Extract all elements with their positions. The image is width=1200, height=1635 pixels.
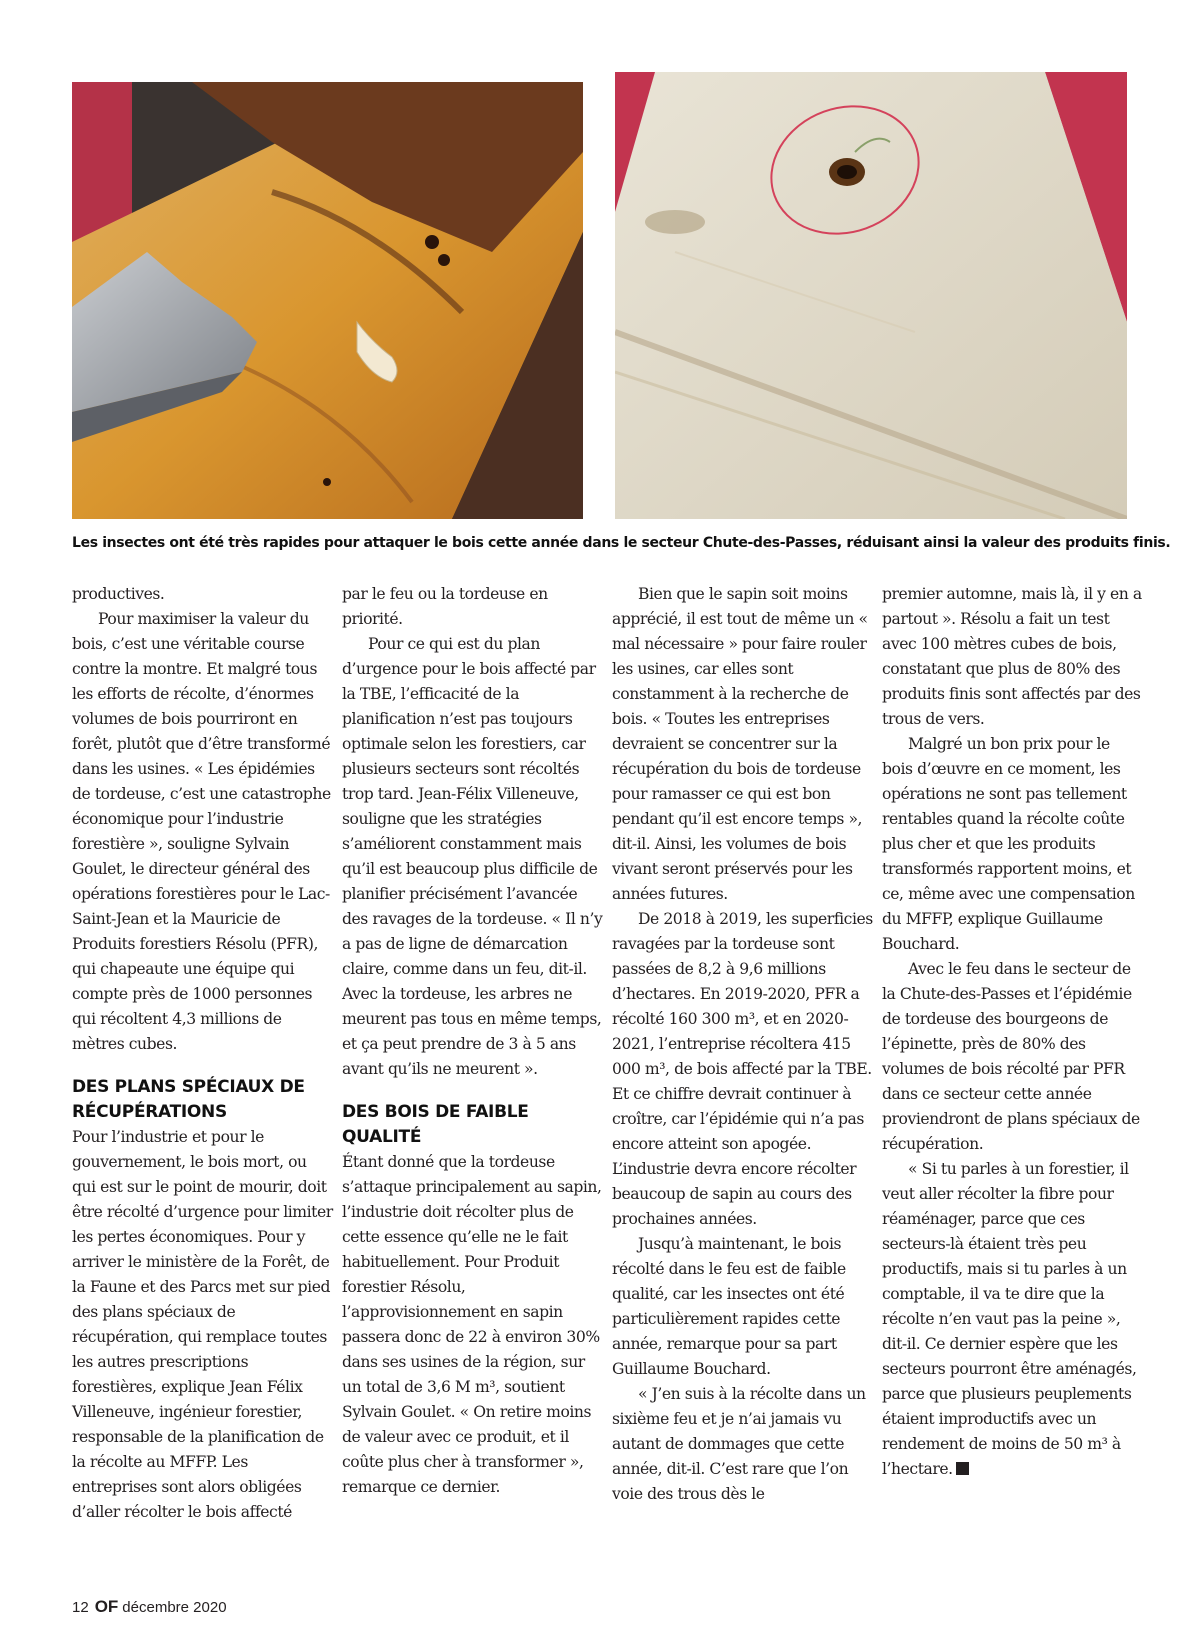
- photo-log-larva: [72, 82, 583, 519]
- paragraph: productives.: [72, 585, 165, 603]
- page-number: 12: [72, 1599, 89, 1616]
- paragraph: De 2018 à 2019, les superficies ravagées par la tordeuse sont passées de 8,2 à 9,6 millions d’hectares. En 2019-2020, PFR a récolté 160 300 m³, et en 2020-2021, l’entreprise récoltera 415 000 m³, de bois affecté par la TBE. Et ce chiffre devrait continuer à croître, car l’épidémie qui n’a pas encore atteint son apogée. L’industrie devra encore récolter beaucoup de sapin au cours des prochaines années.: [612, 910, 873, 1228]
- paragraph: premier automne, mais là, il y en a partout ». Résolu a fait un test avec 100 mètres cubes de bois, constatant que plus de 80% des produits finis sont affectés par des trous de vers.: [882, 585, 1142, 728]
- section-heading: DES BOIS DE FAIBLE QUALITÉ: [342, 1102, 529, 1147]
- issue-date: décembre 2020: [122, 1599, 227, 1616]
- photo-lumber-wormhole: [615, 72, 1127, 519]
- paragraph: « J’en suis à la récolte dans un sixième feu et je n’ai jamais vu autant de dommages que cette année, dit-il. C’est rare que l’on voie des trous dès le: [612, 1385, 866, 1503]
- section-heading: DES PLANS SPÉCIAUX DE RÉCUPÉRATIONS: [72, 1077, 305, 1122]
- paragraph: Pour l’industrie et pour le gouvernement, le bois mort, ou qui est sur le point de mourir, doit être récolté d’urgence pour limiter les pertes économiques. Pour y arriver le ministère de la Forêt, de la Faune et des Parcs met sur pied des plans spéciaux de récupération, qui remplace toutes les autres prescriptions forestières, explique Jean Félix Villeneuve, ingénieur forestier, responsable de la planification de la récolte au MFFP. Les entreprises sont alors obligées d’aller récolter le bois affecté: [72, 1128, 333, 1521]
- article-column-4: [882, 582, 1144, 1482]
- article-column-1: [72, 582, 334, 1525]
- paragraph: Étant donné que la tordeuse s’attaque principalement au sapin, l’industrie doit récolter plus de cette essence qu’elle ne le fait habituellement. Pour Produit forestier Résolu, l’approvisionnement en sapin passera donc de 22 à environ 30% dans ses usines de la région, sur un total de 3,6 M m³, soutient Sylvain Goulet. « On retire moins de valeur avec ce produit, et il coûte plus cher à transformer », remarque ce dernier.: [342, 1153, 602, 1496]
- paragraph: Avec le feu dans le secteur de la Chute-des-Passes et l’épidémie de tordeuse des bourgeons de l’épinette, près de 80% des volumes de bois récolté par PFR dans ce secteur cette année proviendront de plans spéciaux de récupération.: [882, 960, 1140, 1153]
- paragraph: Malgré un bon prix pour le bois d’œuvre en ce moment, les opérations ne sont pas tellement rentables quand la récolte coûte plus cher et que les produits transformés rapportent moins, et ce, même avec une compensation du MFFP, explique Guillaume Bouchard.: [882, 735, 1135, 953]
- page-footer: [72, 1597, 227, 1617]
- paragraph: Jusqu’à maintenant, le bois récolté dans le feu est de faible qualité, car les insectes ont été particulièrement rapides cette année, remarque pour sa part Guillaume Bouchard.: [612, 1235, 846, 1378]
- paragraph: par le feu ou la tordeuse en priorité.: [342, 585, 548, 628]
- paragraph: Bien que le sapin soit moins apprécié, il est tout de même un « mal nécessaire » pour faire rouler les usines, car elles sont constamment à la recherche de bois. « Toutes les entreprises devraient se concentrer sur la récupération du bois de tordeuse pour ramasser ce qui est bon pendant qu’il est encore temps », dit-il. Ainsi, les volumes de bois vivant seront préservés pour les années futures.: [612, 585, 868, 903]
- paragraph: Pour ce qui est du plan d’urgence pour le bois affecté par la TBE, l’efficacité de la planification n’est pas toujours optimale selon les forestiers, car plusieurs secteurs sont récoltés trop tard. Jean-Félix Villeneuve, souligne que les stratégies s’améliorent constamment mais qu’il est beaucoup plus difficile de planifier précisément l’avancée des ravages de la tordeuse. « Il n’y a pas de ligne de démarcation claire, comme dans un feu, dit-il. Avec la tordeuse, les arbres ne meurent pas tous en même temps, et ça peut prendre de 3 à 5 ans avant qu’ils ne meurent ».: [342, 635, 603, 1078]
- article-column-2: [342, 582, 604, 1500]
- paragraph: Pour maximiser la valeur du bois, c’est une véritable course contre la montre. Et malgré tous les efforts de récolte, d’énormes volumes de bois pourriront en forêt, plutôt que d’être transformé dans les usines. « Les épidémies de tordeuse, c’est une catastrophe économique pour l’industrie forestière », souligne Sylvain Goulet, le directeur général des opérations forestières pour le Lac-Saint-Jean et la Mauricie de Produits forestiers Résolu (PFR), qui chapeaute une équipe qui compte près de 1000 personnes qui récoltent 4,3 millions de mètres cubes.: [72, 610, 331, 1053]
- paragraph: « Si tu parles à un forestier, il veut aller récolter la fibre pour réaménager, parce que ces secteurs-là étaient très peu productifs, mais si tu parles à un comptable, il va te dire que la récolte n’en vaut pas la peine », dit-il. Ce dernier espère que les secteurs pourront être aménagés, parce que plusieurs peuplements étaient improductifs avec un rendement de moins de 50 m³ à l’hectare.: [882, 1160, 1137, 1478]
- photo-caption: Les insectes ont été très rapides pour attaquer le bois cette année dans le secteur Chute-des-Passes, réduisant ainsi la valeur des produits finis.: [72, 535, 1171, 551]
- magazine-logo: OF: [94, 1597, 119, 1616]
- article-column-3: [612, 582, 874, 1507]
- end-of-article-icon: [956, 1462, 969, 1475]
